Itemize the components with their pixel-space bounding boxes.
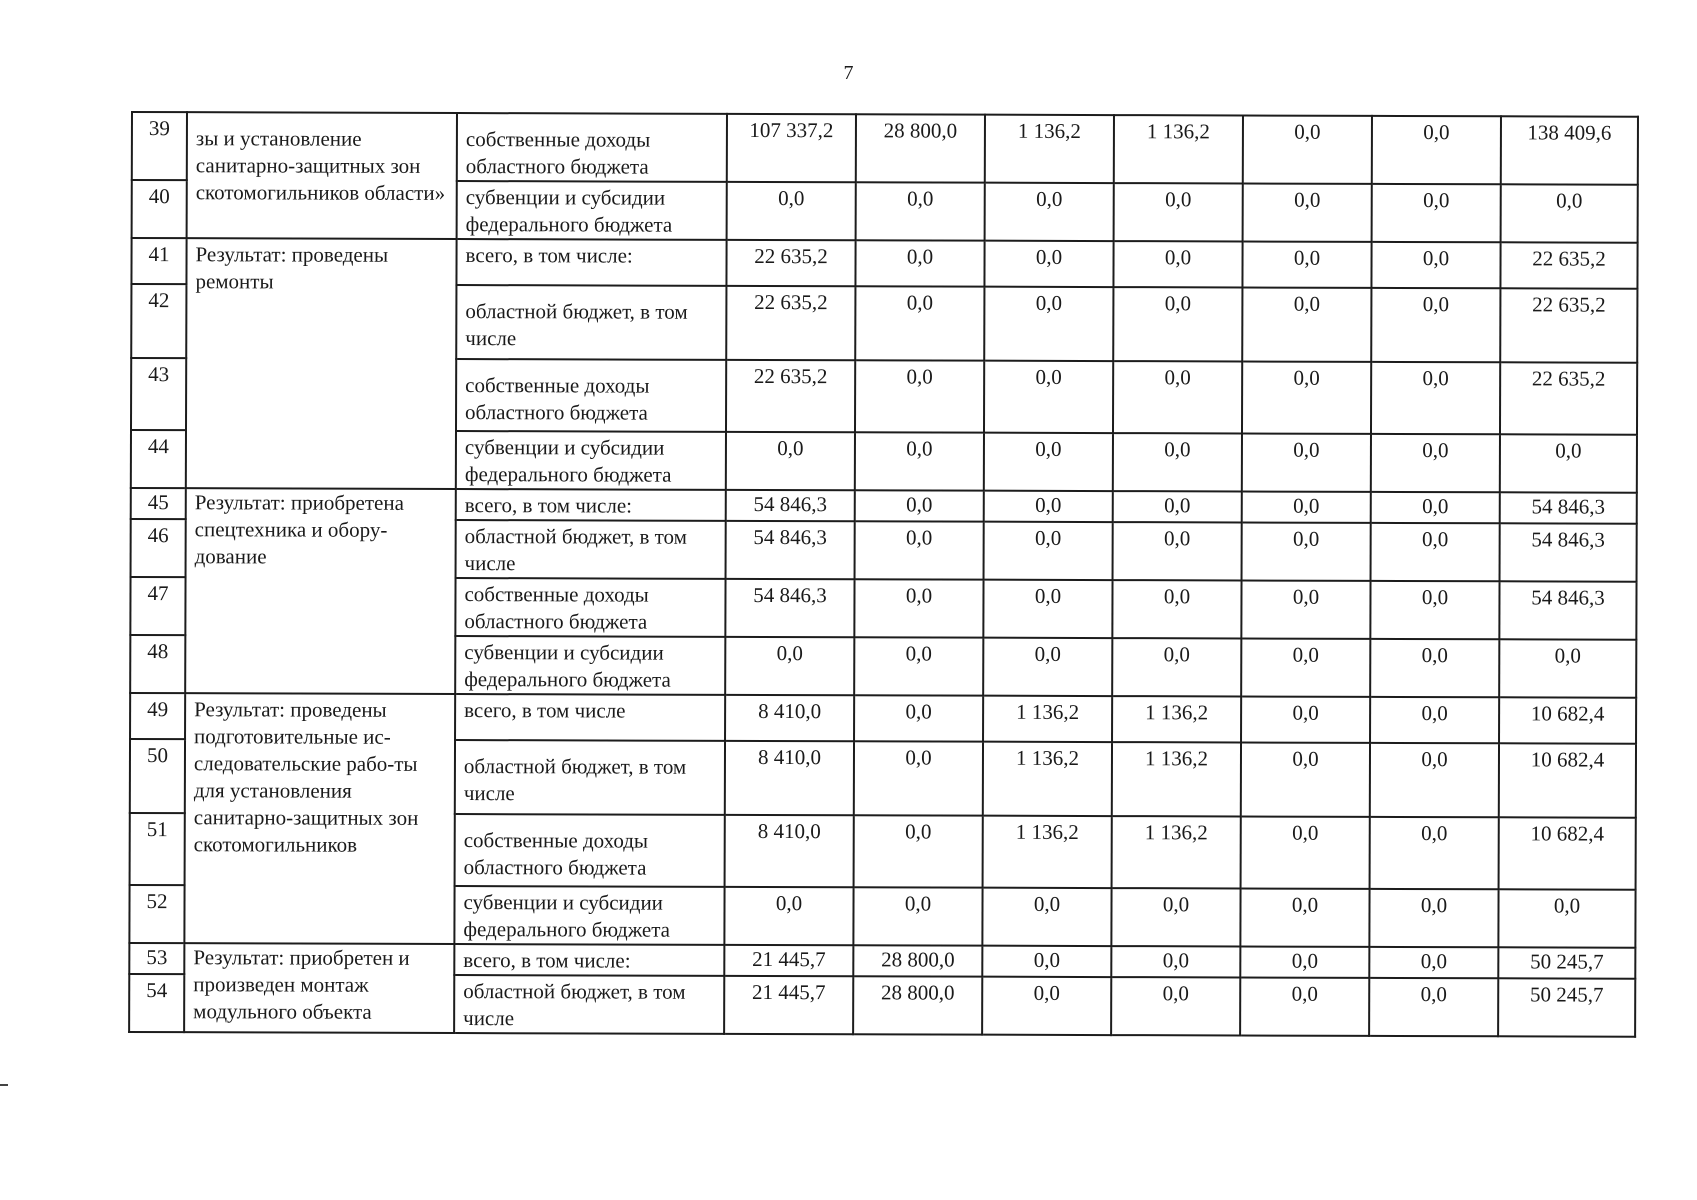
amount-value: 0,0 (854, 637, 983, 695)
amount-value: 107 337,2 (727, 114, 856, 182)
amount-value: 1 136,2 (983, 696, 1112, 742)
total-value: 54 846,3 (1499, 581, 1636, 639)
funding-source: собственные доходы областного бюджета (455, 578, 725, 637)
total-value: 0,0 (1498, 889, 1635, 947)
amount-value: 54 846,3 (726, 521, 855, 579)
amount-value: 1 136,2 (983, 742, 1112, 816)
funding-source: субвенции и субсидии федерального бюджета (455, 636, 725, 695)
row-number: 46 (131, 519, 186, 577)
row-number: 42 (131, 284, 186, 358)
funding-source: областной бюджет, в том числе (454, 975, 724, 1034)
amount-value: 0,0 (854, 741, 983, 815)
amount-value: 8 410,0 (725, 815, 854, 887)
page-number: 7 (843, 62, 854, 84)
funding-source: всего, в том числе: (454, 944, 724, 976)
amount-value: 28 800,0 (853, 976, 982, 1034)
amount-value: 0,0 (1112, 580, 1241, 638)
funding-source: субвенции и субсидии федерального бюджета (454, 886, 724, 945)
amount-value: 28 800,0 (856, 114, 985, 182)
amount-value: 0,0 (1371, 288, 1500, 362)
row-number: 41 (131, 238, 186, 284)
funding-source: субвенции и субсидии федерального бюджета (456, 431, 726, 490)
amount-value: 0,0 (1240, 888, 1369, 946)
amount-value: 0,0 (1370, 743, 1499, 817)
amount-value: 0,0 (1240, 977, 1369, 1035)
amount-value: 0,0 (1241, 696, 1370, 742)
scan-margin-mark (0, 1084, 8, 1086)
total-value: 50 245,7 (1498, 947, 1635, 978)
row-number: 45 (131, 488, 186, 519)
funding-source: субвенции и субсидии федерального бюджета (457, 181, 727, 240)
row-number: 52 (129, 885, 184, 943)
amount-value: 1 136,2 (985, 115, 1114, 183)
total-value: 22 635,2 (1500, 288, 1637, 362)
amount-value: 22 635,2 (726, 240, 855, 286)
total-value: 50 245,7 (1498, 978, 1635, 1036)
table-row (129, 943, 1635, 979)
row-number: 54 (129, 974, 184, 1032)
amount-value: 0,0 (984, 361, 1113, 433)
amount-value: 0,0 (724, 887, 853, 945)
total-value: 10 682,4 (1499, 817, 1636, 889)
row-number: 43 (131, 358, 186, 430)
amount-value: 0,0 (725, 637, 854, 695)
table-row (131, 238, 1637, 289)
amount-value: 0,0 (1241, 816, 1370, 888)
table-row (132, 112, 1638, 185)
funding-source: собственные доходы областного бюджета (456, 359, 726, 432)
row-number: 40 (132, 180, 187, 238)
amount-value: 0,0 (1243, 183, 1372, 241)
funding-source: областной бюджет, в том числе (456, 285, 726, 360)
funding-source: всего, в том числе: (456, 489, 726, 521)
row-number: 51 (130, 813, 185, 885)
amount-value: 21 445,7 (724, 976, 853, 1034)
amount-value: 0,0 (1113, 491, 1242, 522)
amount-value: 0,0 (854, 579, 983, 637)
amount-value: 0,0 (855, 240, 984, 286)
total-value: 0,0 (1501, 184, 1638, 242)
amount-value: 0,0 (1113, 287, 1242, 361)
funding-source: всего, в том числе (455, 694, 725, 741)
funding-source: всего, в том числе: (456, 239, 726, 286)
row-number: 39 (132, 112, 187, 180)
amount-value: 1 136,2 (1112, 742, 1241, 816)
row-number: 44 (131, 430, 186, 488)
amount-value: 0,0 (1113, 361, 1242, 433)
amount-value: 0,0 (1371, 434, 1500, 492)
amount-value: 0,0 (982, 977, 1111, 1035)
amount-value: 28 800,0 (853, 945, 982, 976)
amount-value: 0,0 (1242, 522, 1371, 580)
amount-value: 0,0 (1370, 581, 1499, 639)
total-value: 22 635,2 (1500, 362, 1637, 434)
funding-source: собственные доходы областного бюджета (457, 113, 727, 182)
amount-value: 0,0 (982, 946, 1111, 977)
amount-value: 0,0 (1369, 978, 1498, 1036)
amount-value: 0,0 (854, 695, 983, 741)
amount-value: 0,0 (727, 182, 856, 240)
amount-value: 1 136,2 (1112, 816, 1241, 888)
amount-value: 0,0 (1370, 817, 1499, 889)
amount-value: 0,0 (982, 888, 1111, 946)
amount-value: 0,0 (984, 241, 1113, 287)
total-value: 138 409,6 (1501, 116, 1638, 184)
amount-value: 0,0 (1113, 522, 1242, 580)
amount-value: 0,0 (855, 432, 984, 490)
amount-value: 0,0 (855, 490, 984, 521)
amount-value: 8 410,0 (725, 695, 854, 741)
amount-value: 0,0 (855, 521, 984, 579)
amount-value: 0,0 (1242, 433, 1371, 491)
amount-value: 0,0 (1112, 638, 1241, 696)
result-description: Результат: проведены подготовительные ис-следовательские рабо-ты для установления санитарно-защитных зон скотомогильников (184, 693, 455, 944)
amount-value: 0,0 (1114, 183, 1243, 241)
amount-value: 0,0 (1370, 697, 1499, 743)
funding-source: областной бюджет, в том числе (455, 740, 725, 815)
amount-value: 0,0 (1371, 523, 1500, 581)
amount-value: 0,0 (985, 183, 1114, 241)
amount-value: 0,0 (853, 887, 982, 945)
amount-value: 0,0 (1371, 362, 1500, 434)
amount-value: 0,0 (1369, 889, 1498, 947)
amount-value: 0,0 (984, 287, 1113, 361)
amount-value: 0,0 (1113, 433, 1242, 491)
amount-value: 0,0 (1241, 742, 1370, 816)
amount-value: 0,0 (983, 638, 1112, 696)
amount-value: 0,0 (1372, 184, 1501, 242)
amount-value: 22 635,2 (726, 286, 855, 360)
amount-value: 0,0 (856, 182, 985, 240)
amount-value: 0,0 (1243, 115, 1372, 183)
amount-value: 0,0 (726, 432, 855, 490)
budget-table (128, 111, 1639, 1038)
amount-value: 0,0 (984, 433, 1113, 491)
total-value: 54 846,3 (1500, 492, 1637, 523)
amount-value: 22 635,2 (726, 360, 855, 432)
amount-value: 8 410,0 (725, 741, 854, 815)
amount-value: 0,0 (855, 286, 984, 360)
row-number: 48 (130, 635, 185, 693)
result-description: Результат: приобретен и произведен монтаж модульного объекта (184, 943, 454, 1033)
amount-value: 1 136,2 (1114, 115, 1243, 183)
row-number: 50 (130, 739, 185, 813)
amount-value: 0,0 (1113, 241, 1242, 287)
result-description: Результат: проведены ремонты (186, 238, 457, 489)
amount-value: 0,0 (1242, 491, 1371, 522)
row-number: 53 (129, 943, 184, 974)
amount-value: 54 846,3 (726, 490, 855, 521)
amount-value: 0,0 (984, 491, 1113, 522)
funding-source: областной бюджет, в том числе (456, 520, 726, 579)
table-body (129, 112, 1638, 1037)
total-value: 0,0 (1499, 639, 1636, 697)
amount-value: 0,0 (1370, 639, 1499, 697)
amount-value: 54 846,3 (725, 579, 854, 637)
amount-value: 1 136,2 (1112, 696, 1241, 742)
amount-value: 0,0 (1369, 947, 1498, 978)
amount-value: 0,0 (984, 522, 1113, 580)
amount-value: 0,0 (1111, 977, 1240, 1035)
amount-value: 0,0 (1241, 580, 1370, 638)
amount-value: 0,0 (1371, 492, 1500, 523)
table-row (131, 488, 1637, 524)
amount-value: 0,0 (1240, 946, 1369, 977)
table-row (130, 693, 1636, 744)
amount-value: 0,0 (1111, 888, 1240, 946)
amount-value: 0,0 (854, 815, 983, 887)
amount-value: 0,0 (1111, 946, 1240, 977)
result-description: зы и установление санитарно-защитных зон скотомогильников области» (187, 112, 457, 239)
amount-value: 21 445,7 (724, 945, 853, 976)
result-description: Результат: приобретена спецтехника и обору-дование (185, 488, 456, 694)
funding-source: собственные доходы областного бюджета (455, 814, 725, 887)
amount-value: 0,0 (1242, 287, 1371, 361)
amount-value: 1 136,2 (983, 816, 1112, 888)
total-value: 22 635,2 (1500, 242, 1637, 288)
total-value: 10 682,4 (1499, 697, 1636, 743)
total-value: 54 846,3 (1500, 523, 1637, 581)
amount-value: 0,0 (1372, 116, 1501, 184)
amount-value: 0,0 (983, 580, 1112, 638)
row-number: 47 (130, 577, 185, 635)
row-number: 49 (130, 693, 185, 739)
amount-value: 0,0 (1241, 638, 1370, 696)
amount-value: 0,0 (855, 360, 984, 432)
amount-value: 0,0 (1371, 242, 1500, 288)
amount-value: 0,0 (1242, 241, 1371, 287)
amount-value: 0,0 (1242, 361, 1371, 433)
total-value: 0,0 (1500, 434, 1637, 492)
total-value: 10 682,4 (1499, 743, 1636, 817)
